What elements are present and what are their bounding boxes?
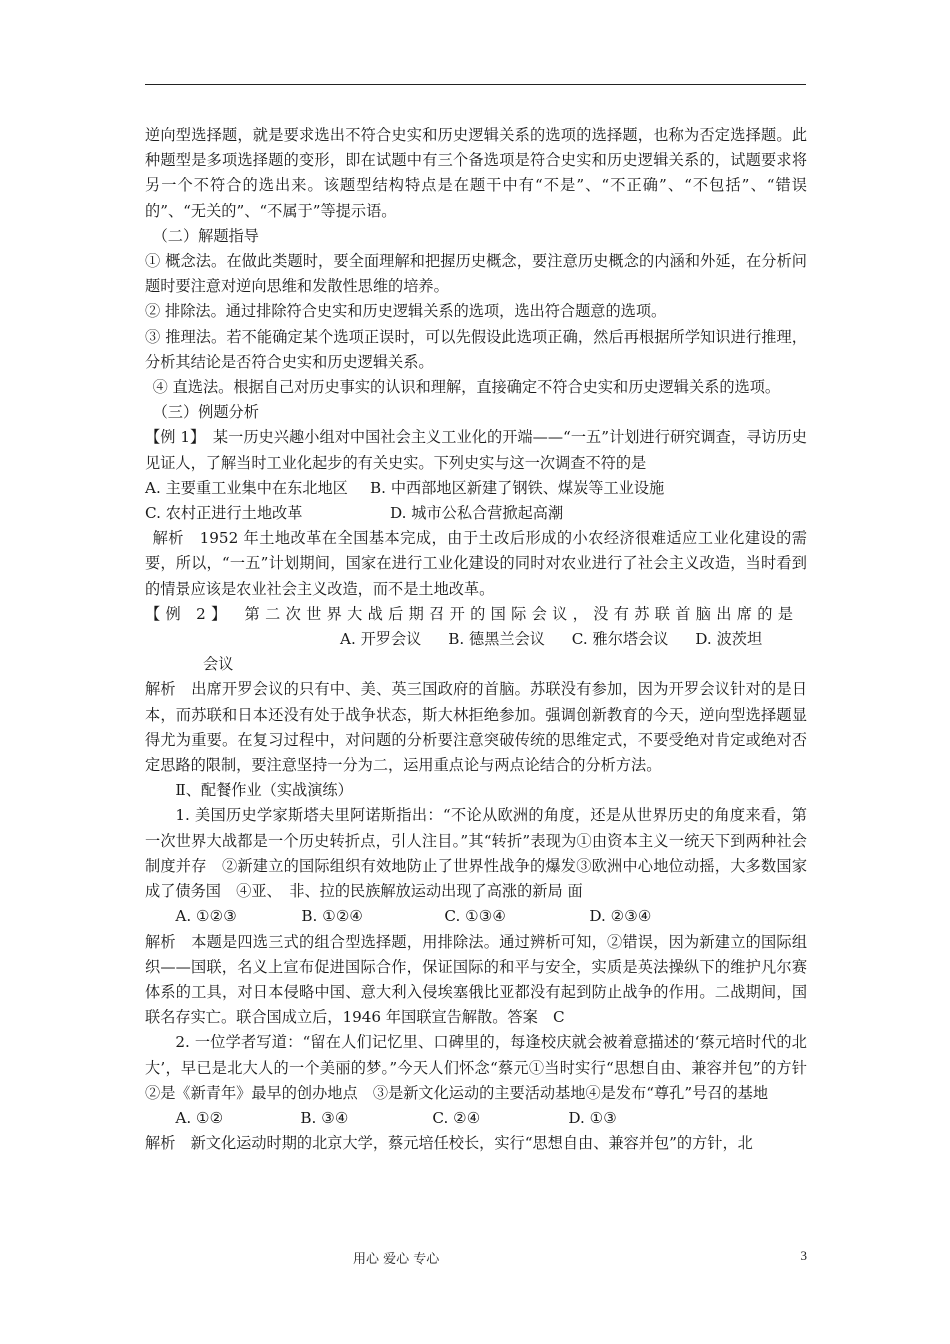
example-1-analysis: 解析 1952 年土地改革在全国基本完成，由于土改后形成的小农经济很难适应工业化建设的需要，所以，“一五”计划期间，国家在进行工业化建设的同时对农业进行了社会主义改造，当时看到的情景应该是农业社会主义改造，而不是土地改革。 (145, 529, 807, 598)
method-elimination: ② 排除法。通过排除符合史实和历史逻辑关系的选项，选出符合题意的选项。 (145, 302, 667, 321)
practice-2-option-d: D. ①③ (568, 1108, 617, 1127)
example-2-option-a: A. 开罗会议 (340, 630, 422, 649)
example-1-option-b: B. 中西部地区新建了钢铁、煤炭等工业设施 (370, 478, 665, 497)
section-heading-practice: Ⅱ、配餐作业（实战演练） (175, 781, 353, 800)
practice-1-question: 1. 美国历史学家斯塔夫里阿诺斯指出：“不论从欧洲的角度，还是从世界历史的角度来看，第一次世界大战都是一个历史转折点，引人注目。”其“转折”表现为①由资本主义一统天下到两种社会制度并存 ②新建立的国际组织有效地防止了世界性战争的爆发③欧洲中心地位动摇，大多数国家成了债务国 ④亚、 非、拉的民族解放运动出现了高涨的新局 面 (145, 806, 807, 901)
section-heading-examples: （三）例题分析 (152, 403, 259, 422)
example-2-option-c: C. 雅尔塔会议 (571, 630, 669, 649)
page-body (145, 123, 823, 1156)
section-heading-guide: （二）解题指导 (152, 226, 259, 245)
practice-2-option-c: C. ②④ (432, 1108, 481, 1127)
example-2-option-b: B. 德黑兰会议 (448, 630, 545, 649)
footer-motto: 用心 爱心 专心 (353, 1252, 440, 1267)
example-2-option-d-cont: 会议 (203, 655, 234, 674)
method-concept: ① 概念法。在做此类题时，要全面理解和把握历史概念，要注意历史概念的内涵和外延，在分析问题时要注意对逆向思维和发散性思维的培养。 (145, 252, 807, 296)
example-2-analysis: 解析 出席开罗会议的只有中、美、英三国政府的首脑。苏联没有参加，因为开罗会议针对的是日本，而苏联和日本还没有处于战争状态，斯大林拒绝参加。强调创新教育的今天，逆向型选择题显得尤为重要。在复习过程中，对问题的分析要注意突破传统的思维定式，不要受绝对肯定或绝对否定思路的限制，要注意坚持一分为二，运用重点论与两点论结合的分析方法。 (145, 680, 807, 775)
practice-1-option-c: C. ①③④ (444, 907, 506, 926)
example-1-option-d: D. 城市公私合营掀起高潮 (390, 504, 564, 523)
method-reasoning: ③ 推理法。若不能确定某个选项正误时，可以先假设此选项正确，然后再根据所学知识进行推理，分析其结论是否符合史实和历史逻辑关系。 (145, 327, 807, 371)
example-1-question: 【例 1】 某一历史兴趣小组对中国社会主义工业化的开端——“一五”计划进行研究调查，寻访历史见证人，了解当时工业化起步的有关史实。下列史实与这一次调查不符的是 (145, 428, 807, 472)
example-1-option-c: C. 农村正进行土地改革 (145, 504, 303, 523)
example-1-options-ab (145, 476, 807, 501)
practice-2-question: 2. 一位学者写道：“留在人们记忆里、口碑里的，每逢校庆就会被着意描述的‘蔡元培时代的北大’，早已是北大人的一个美丽的梦。”今天人们怀念“蔡元①当时实行“思想自由、兼容并包”的方针 ②是《新青年》最早的创办地点 ③是新文化运动的主要活动基地④是发布“尊孔”号召的基地 (145, 1033, 823, 1102)
practice-1-option-b: B. ①②④ (301, 907, 364, 926)
method-direct: ④ 直选法。根据自己对历史事实的认识和理解，直接确定不符合史实和历史逻辑关系的选项。 (152, 378, 781, 397)
practice-2-analysis: 解析 新文化运动时期的北京大学，蔡元培任校长，实行“思想自由、兼容并包”的方针，北 (145, 1134, 753, 1153)
practice-1-analysis: 解析 本题是四选三式的组合型选择题，用排除法。通过辨析可知，②错误，因为新建立的国际组织——国联，名义上宣布促进国际合作，保证国际的和平与安全，实质是英法操纵下的维护凡尔赛体系的工具，对日本侵略中国、意大利入侵埃塞俄比亚都没有起到防止战争的作用。二战期间，国联名存实亡。联合国成立后，1946 年国联宣告解散。答案 C (145, 932, 807, 1027)
practice-1-options (145, 904, 807, 929)
practice-1-option-d: D. ②③④ (589, 907, 652, 926)
header-rule (145, 84, 806, 85)
example-2-question: 【例 2】 第二次世界大战后期召开的国际会议，没有苏联首脑出席的是 (145, 604, 799, 623)
example-1-options-cd (145, 501, 807, 526)
example-1-option-a: A. 主要重工业集中在东北地区 (145, 478, 348, 497)
page-footer (145, 1248, 807, 1268)
example-2-option-d: D. 波茨坦 (695, 630, 763, 649)
paragraph-intro: 逆向型选择题，就是要求选出不符合史实和历史逻辑关系的选项的选择题，也称为否定选择题。此种题型是多项选择题的变形，即在试题中有三个备选项是符合史实和历史逻辑关系的，试题要求将另一个不符合的选出来。该题型结构特点是在题干中有“不是”、“不正确”、“不包括”、“错误的”、“无关的”、“不属于”等提示语。 (145, 126, 807, 220)
practice-1-option-a: A. ①②③ (175, 907, 237, 926)
example-2-options (145, 627, 807, 652)
practice-2-options (145, 1106, 807, 1131)
practice-2-option-b: B. ③④ (300, 1108, 349, 1127)
practice-2-option-a: A. ①② (175, 1108, 224, 1127)
page-number: 3 (800, 1248, 807, 1263)
